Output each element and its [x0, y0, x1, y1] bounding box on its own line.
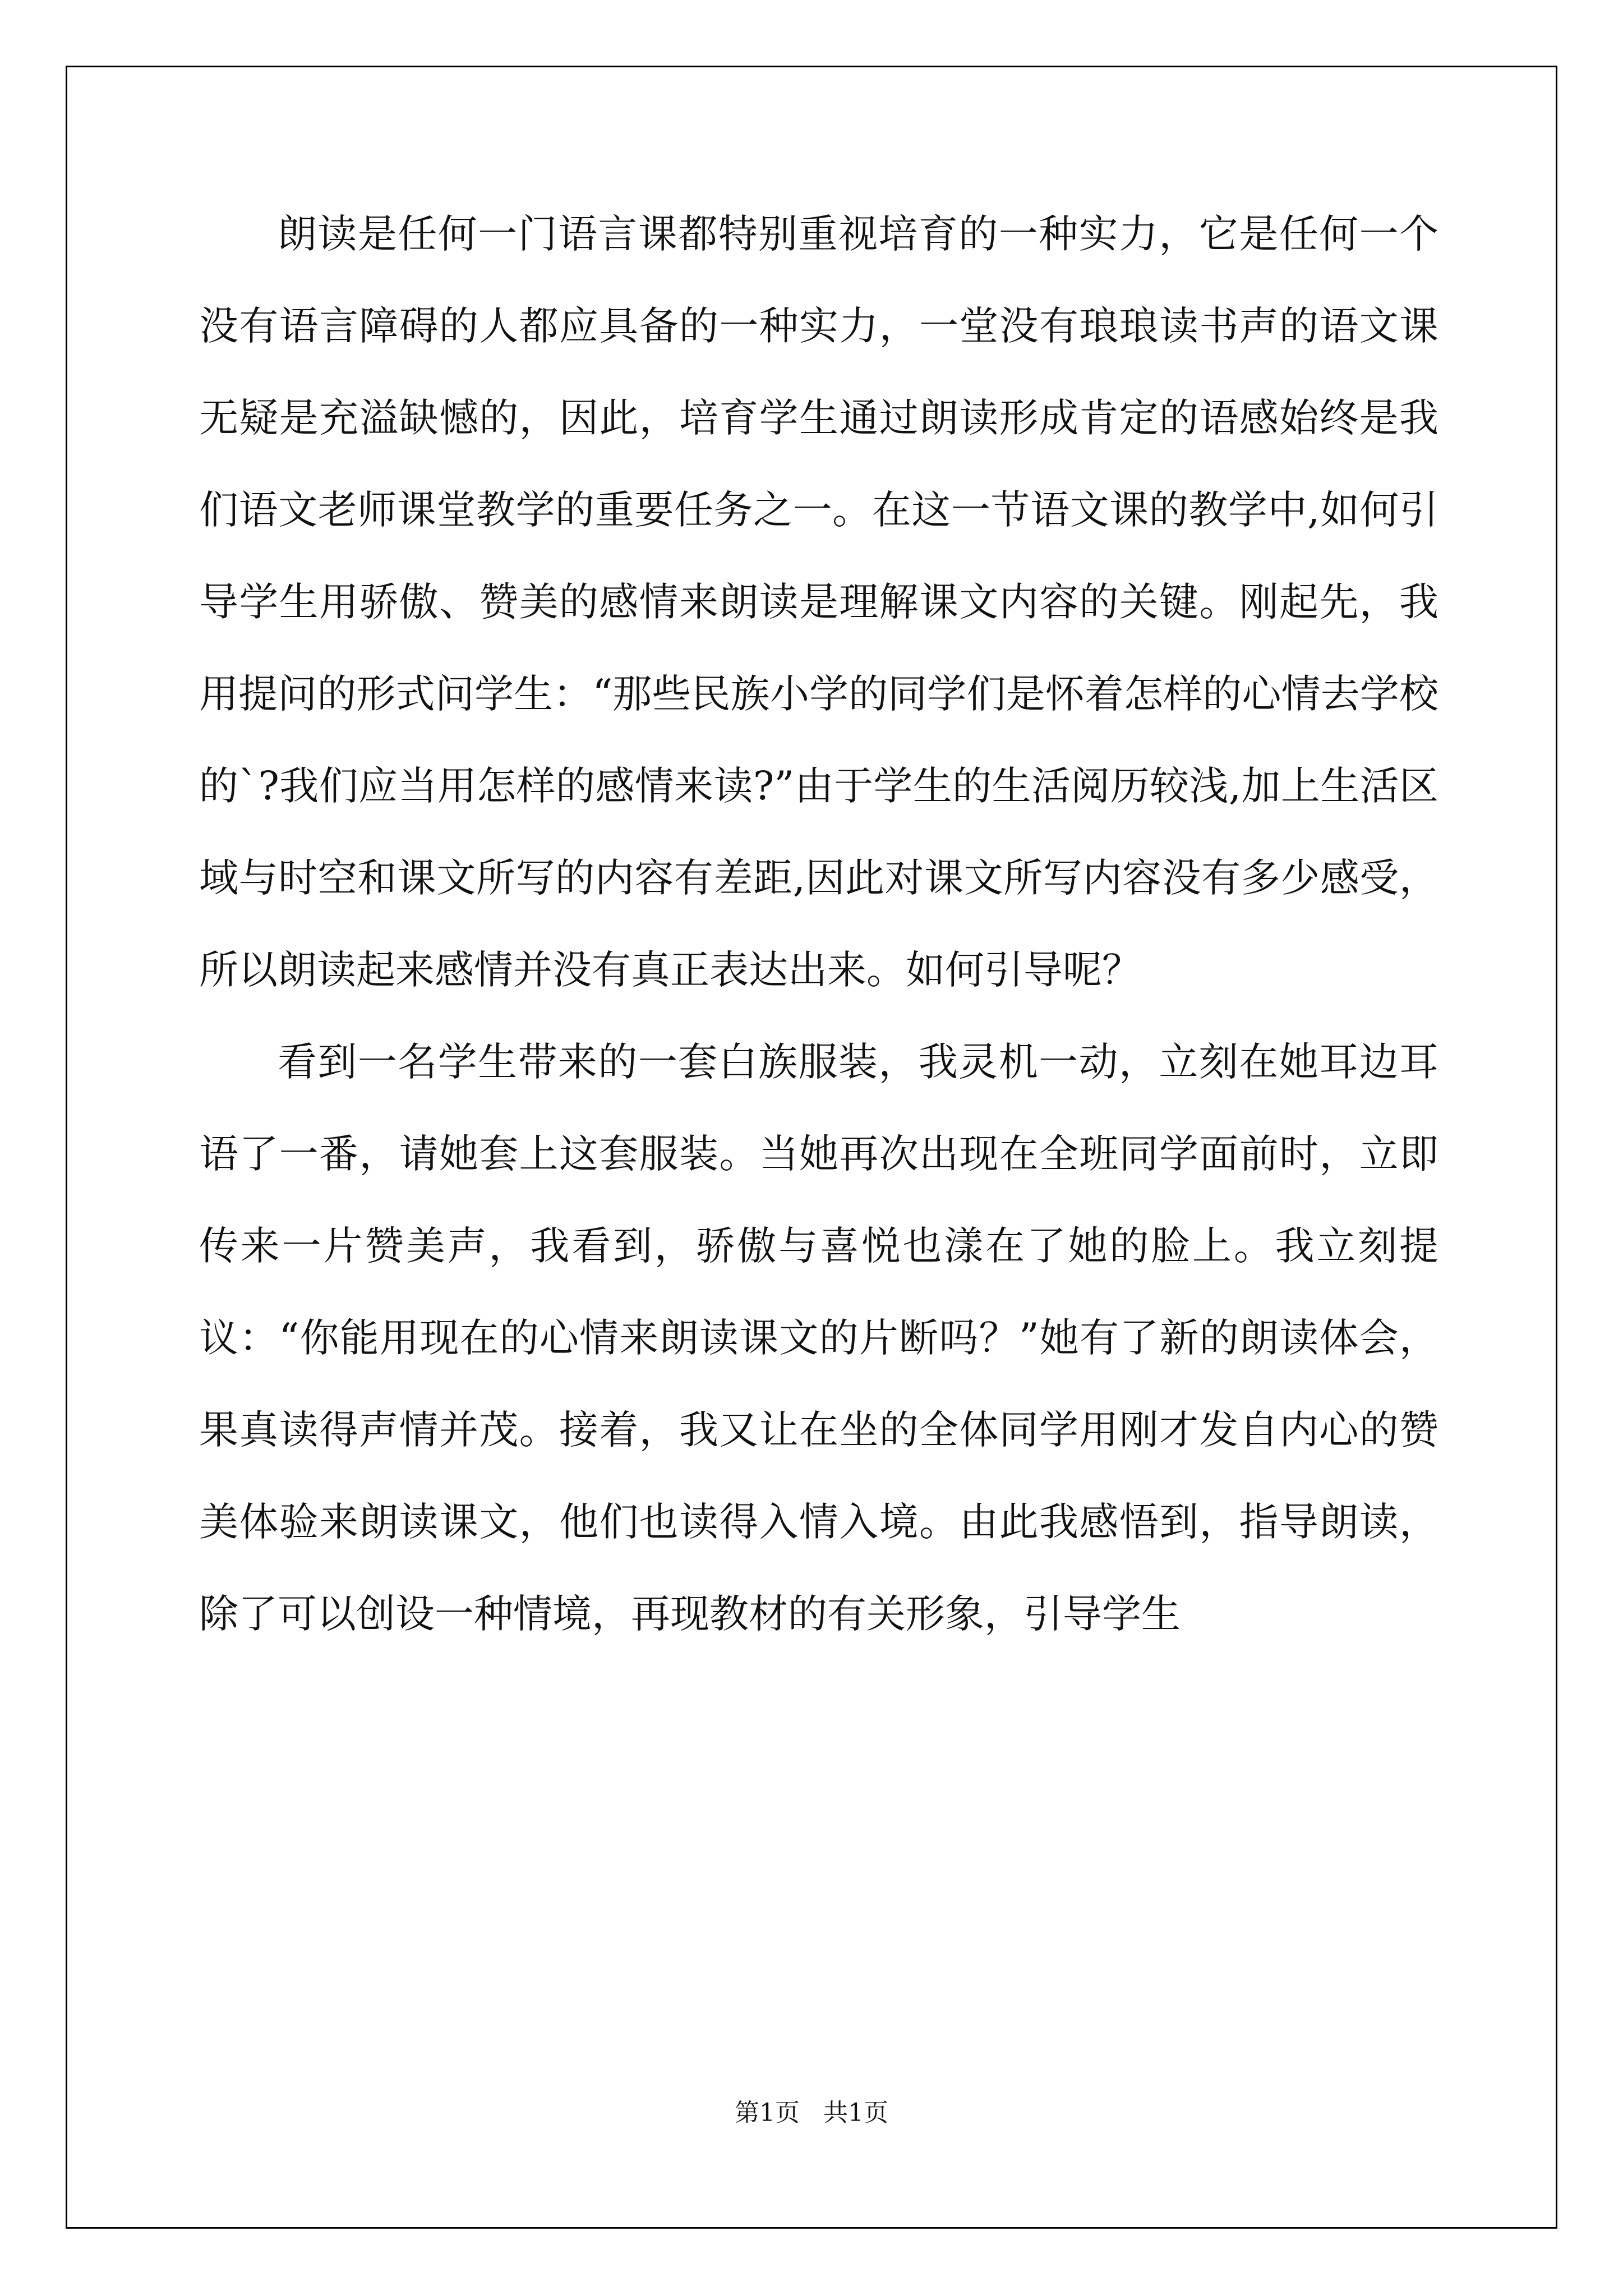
- paragraph-1: 朗读是任何一门语言课都特别重视培育的一种实力，它是任何一个没有语言障碍的人都应具备的一种实力，一堂没有琅琅读书声的语文课无疑是充溢缺憾的，因此，培育学生通过朗读形成肯定的语感始终是我们语文老师课堂教学的重要任务之一。在这一节语文课的教学中,如何引导学生用骄傲、赞美的感情来朗读是理解课文内容的关键。刚起先，我用提问的形式问学生：“那些民族小学的同学们是怀着怎样的心情去学校的`?我们应当用怎样的感情来读?”由于学生的生活阅历较浅,加上生活区域与时空和课文所写的内容有差距,因此对课文所写内容没有多少感受，所以朗读起来感情并没有真正表达出来。如何引导呢？: [199, 211, 1438, 993]
- document-body: [199, 188, 1438, 1660]
- page-total: 共1页: [823, 2099, 888, 2127]
- page-number: 第1页: [735, 2099, 800, 2127]
- page-footer: [0, 2092, 1623, 2128]
- paragraph-2: 看到一名学生带来的一套白族服装，我灵机一动，立刻在她耳边耳语了一番，请她套上这套服装。当她再次出现在全班同学面前时，立即传来一片赞美声，我看到，骄傲与喜悦也漾在了她的脸上。我立刻提议：“你能用现在的心情来朗读课文的片断吗？”她有了新的朗读体会，果真读得声情并茂。接着，我又让在坐的全体同学用刚才发自内心的赞美体验来朗读课文，他们也读得入情入境。由此我感悟到，指导朗读，除了可以创设一种情境，再现教材的有关形象，引导学生: [199, 1039, 1438, 1637]
